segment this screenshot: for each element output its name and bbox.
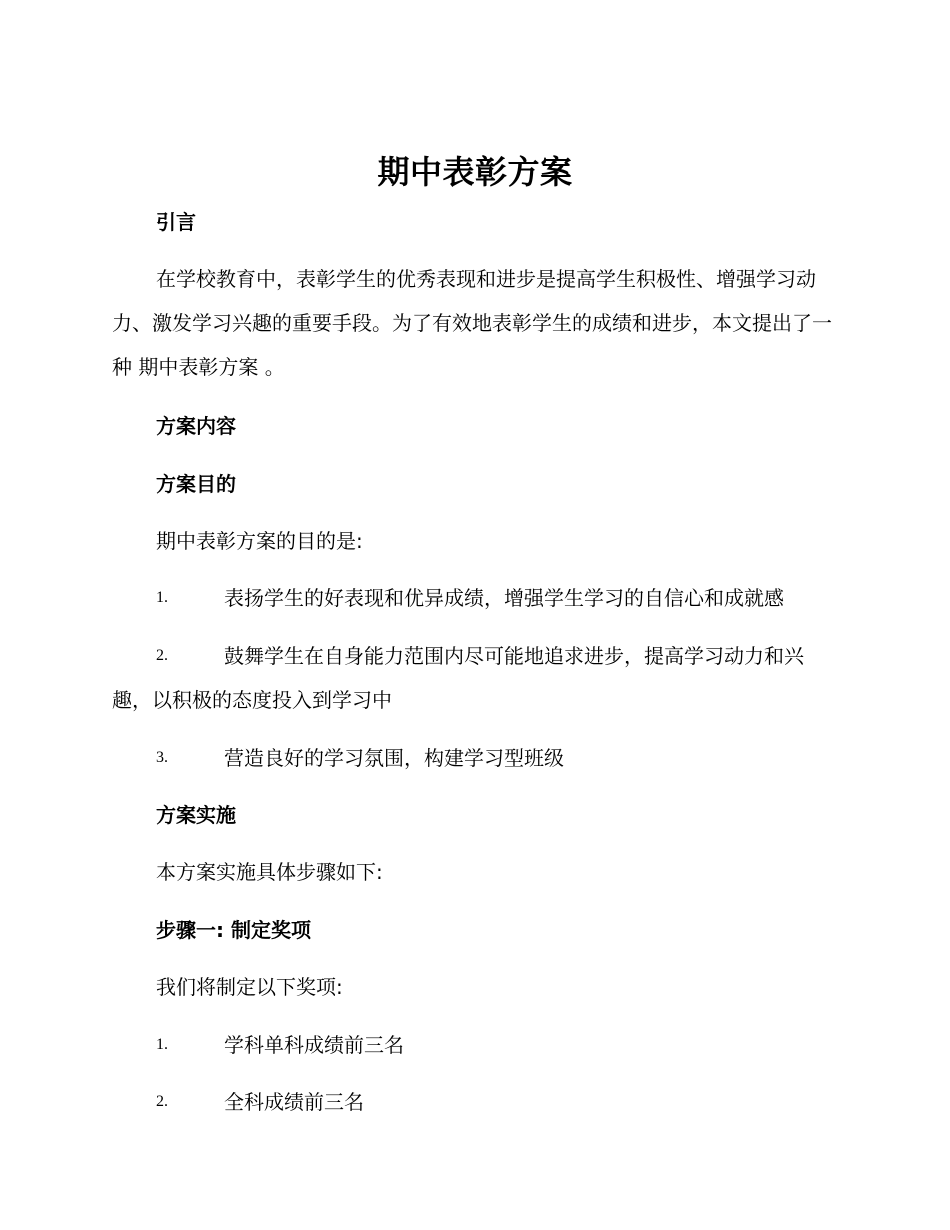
- list-item-text: 全科成绩前三名: [224, 1090, 364, 1114]
- implementation-intro: 本方案实施具体步骤如下:: [156, 860, 383, 884]
- list-number: 3.: [156, 749, 168, 766]
- list-item-text: 营造良好的学习氛围，构建学习型班级: [224, 746, 564, 770]
- list-number: 1.: [156, 589, 168, 606]
- purpose-heading: 方案目的: [156, 472, 236, 496]
- step1-intro: 我们将制定以下奖项:: [156, 975, 343, 999]
- list-item-text: 学科单科成绩前三名: [224, 1033, 404, 1057]
- intro-heading: 引言: [156, 210, 196, 234]
- list-item-text: 表扬学生的好表现和优异成绩，增强学生学习的自信心和成就感: [224, 586, 784, 610]
- award-list-item: [112, 1080, 832, 1124]
- purpose-list-item: [112, 634, 832, 722]
- award-list-item: [112, 1023, 832, 1067]
- list-number: 2.: [156, 647, 168, 664]
- step1-heading: 步骤一: 制定奖项: [156, 918, 311, 942]
- list-item-text: 鼓舞学生在自身能力范围内尽可能地追求进步，提高学习动力和兴趣，以积极的态度投入到学习中: [112, 644, 804, 712]
- list-number: 1.: [156, 1036, 168, 1053]
- purpose-list-item: [112, 736, 832, 780]
- purpose-intro: 期中表彰方案的目的是:: [156, 529, 363, 553]
- document-title: 期中表彰方案: [377, 153, 573, 191]
- list-number: 2.: [156, 1093, 168, 1110]
- content-heading: 方案内容: [156, 414, 236, 438]
- intro-paragraph: 在学校教育中，表彰学生的优秀表现和进步是提高学生积极性、增强学习动力、激发学习兴趣的重要手段。为了有效地表彰学生的成绩和进步，本文提出了一种 期中表彰方案 。: [112, 267, 832, 379]
- purpose-list-item: [112, 576, 832, 620]
- implementation-heading: 方案实施: [156, 803, 236, 827]
